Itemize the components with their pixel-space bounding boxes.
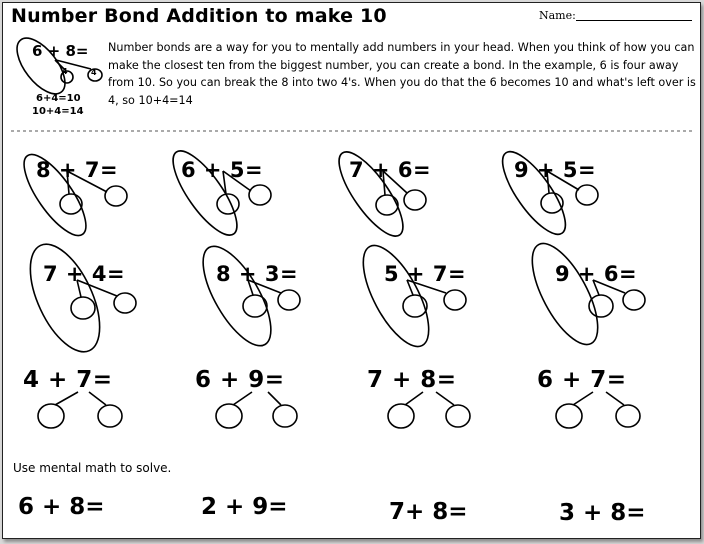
bond-circle bbox=[243, 295, 267, 317]
problem-equation: 8 + 7= bbox=[36, 158, 119, 182]
bond-circle bbox=[38, 404, 64, 428]
mental-math-problem: 7+ 8= bbox=[389, 499, 468, 525]
problem-equation: 7 + 8= bbox=[367, 367, 457, 393]
bond-circle bbox=[273, 405, 297, 427]
bond-circle bbox=[278, 290, 300, 310]
bond-circle bbox=[616, 405, 640, 427]
bond-circle bbox=[444, 290, 466, 310]
example-bond-right: 4 bbox=[91, 68, 97, 77]
bond-circle bbox=[114, 293, 136, 313]
example-step-2: 10+4=14 bbox=[32, 106, 84, 117]
problem-equation: 7 + 4= bbox=[43, 262, 126, 286]
bond-circle bbox=[589, 295, 613, 317]
example-step-1: 6+4=10 bbox=[36, 93, 81, 104]
example-bond-left: 4 bbox=[62, 67, 68, 76]
mental-math-problem: 2 + 9= bbox=[201, 494, 288, 520]
bond-oval bbox=[190, 237, 284, 356]
bond-circle bbox=[60, 194, 82, 214]
name-label: Name: bbox=[539, 9, 576, 22]
problem-equation: 9 + 5= bbox=[514, 158, 597, 182]
bond-circle bbox=[388, 404, 414, 428]
bond-oval bbox=[519, 234, 610, 354]
mental-math-problem: 6 + 8= bbox=[18, 494, 105, 520]
bond-circle bbox=[556, 404, 582, 428]
bond-circle bbox=[376, 195, 398, 215]
bond-oval bbox=[16, 234, 114, 362]
bond-circle bbox=[216, 404, 242, 428]
bond-oval bbox=[350, 236, 441, 356]
problem-equation: 7 + 6= bbox=[349, 158, 432, 182]
mental-math-problem: 3 + 8= bbox=[559, 500, 646, 526]
bond-circle bbox=[623, 290, 645, 310]
bond-circle bbox=[446, 405, 470, 427]
worksheet-title: Number Bond Addition to make 10 bbox=[11, 5, 387, 27]
bond-circle bbox=[105, 186, 127, 206]
bond-circle bbox=[98, 405, 122, 427]
problem-equation: 6 + 5= bbox=[181, 158, 264, 182]
problem-equation: 6 + 7= bbox=[537, 367, 627, 393]
bond-circle bbox=[404, 190, 426, 210]
problem-equation: 8 + 3= bbox=[216, 262, 299, 286]
problem-equation: 6 + 9= bbox=[195, 367, 285, 393]
bond-circle bbox=[71, 297, 95, 319]
problem-equation: 4 + 7= bbox=[23, 367, 113, 393]
intro-paragraph: Number bonds are a way for you to mentally add numbers in your head. When you think of how you can make the closest ten from the biggest number, you can create a bond. In the example, 6 is four away from 10. So you can break the 8 into two 4's. When you do that the 6 becomes 10 and what's left over is 4, so 10+4=14 bbox=[108, 41, 696, 107]
problem-equation: 5 + 7= bbox=[384, 262, 467, 286]
bond-circle bbox=[576, 185, 598, 205]
bond-circle bbox=[249, 185, 271, 205]
mental-math-instructions: Use mental math to solve. bbox=[13, 461, 172, 475]
example-oval bbox=[8, 30, 74, 102]
example-equation: 6 + 8= bbox=[32, 42, 89, 60]
bond-circle bbox=[403, 295, 427, 317]
worksheet bbox=[2, 2, 701, 539]
problem-equation: 9 + 6= bbox=[555, 262, 638, 286]
